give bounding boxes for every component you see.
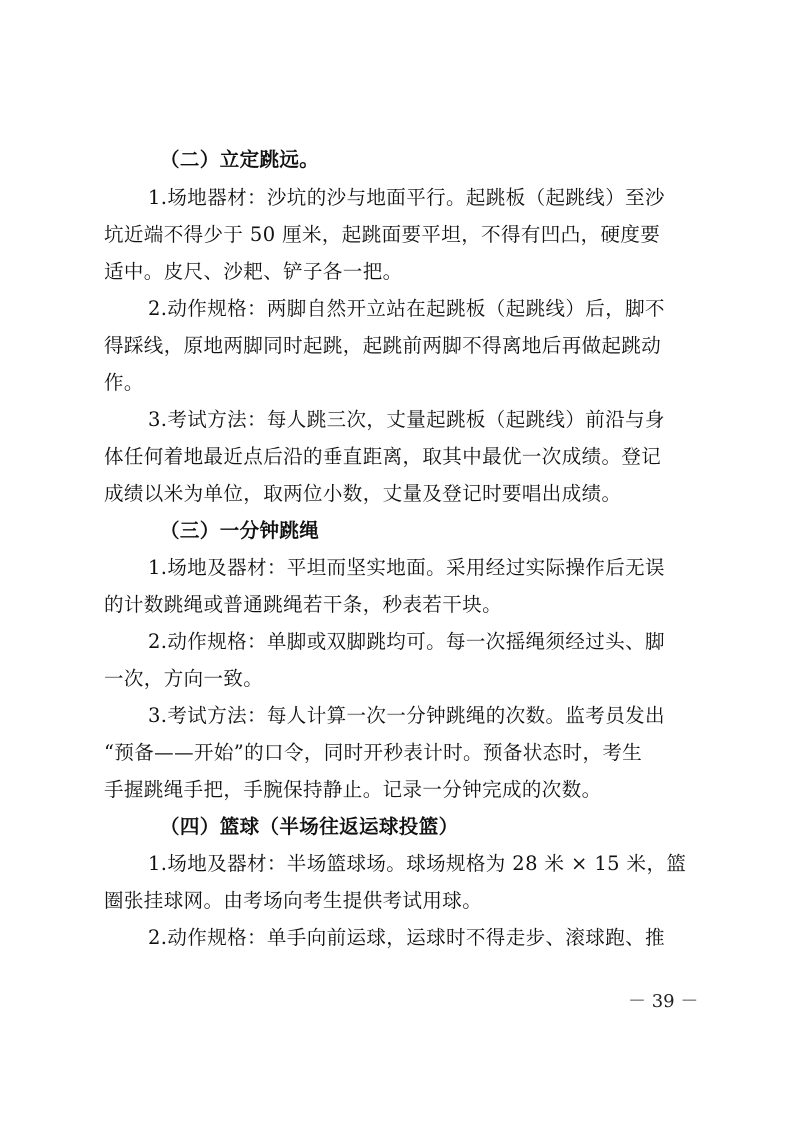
paragraph-line: 成绩以米为单位，取两位小数，丈量及登记时要唱出成绩。 xyxy=(104,482,622,505)
paragraph-line: “预备——开始”的口令，同时开秒表计时。预备状态时，考生 xyxy=(104,741,643,764)
section-heading-standing-long-jump: （二）立定跳远。 xyxy=(160,148,320,171)
paragraph-line: 2.动作规格：单脚或双脚跳均可。每一次摇绳须经过头、脚 xyxy=(148,630,665,653)
paragraph-line: 适中。皮尺、沙耙、铲子各一把。 xyxy=(104,260,403,283)
paragraph-line: 一次，方向一致。 xyxy=(104,667,264,690)
paragraph-line: 得踩线，原地两脚同时起跳，起跳前两脚不得离地后再做起跳动 xyxy=(104,334,662,357)
paragraph-line: 1.场地器材：沙坑的沙与地面平行。起跳板（起跳线）至沙 xyxy=(148,186,665,209)
paragraph-line: 的计数跳绳或普通跳绳若干条，秒表若干块。 xyxy=(104,593,503,616)
paragraph-line: 手握跳绳手把，手腕保持静止。记录一分钟完成的次数。 xyxy=(104,778,602,801)
paragraph-line: 2.动作规格：单手向前运球，运球时不得走步、滚球跑、推 xyxy=(148,926,665,949)
paragraph-line: 体任何着地最近点后沿的垂直距离，取其中最优一次成绩。登记 xyxy=(104,445,662,468)
paragraph-line: 作。 xyxy=(104,371,144,394)
page-number: － 39 － xyxy=(628,991,699,1012)
paragraph-line: 1.场地及器材：平坦而坚实地面。采用经过实际操作后无误 xyxy=(148,556,665,579)
paragraph-line: 3.考试方法：每人跳三次，丈量起跳板（起跳线）前沿与身 xyxy=(148,408,665,431)
paragraph-line: 2.动作规格：两脚自然开立站在起跳板（起跳线）后，脚不 xyxy=(148,297,665,320)
section-heading-basketball: （四）篮球（半场往返运球投篮） xyxy=(160,815,459,838)
paragraph-line: 圈张挂球网。由考场向考生提供考试用球。 xyxy=(104,889,483,912)
paragraph-line: 3.考试方法：每人计算一次一分钟跳绳的次数。监考员发出 xyxy=(148,704,665,727)
paragraph-line: 1.场地及器材：半场篮球场。球场规格为 28 米 × 15 米，篮 xyxy=(148,852,687,875)
paragraph-line: 坑近端不得少于 50 厘米，起跳面要平坦，不得有凹凸，硬度要 xyxy=(104,223,661,246)
section-heading-jump-rope: （三）一分钟跳绳 xyxy=(160,519,320,542)
